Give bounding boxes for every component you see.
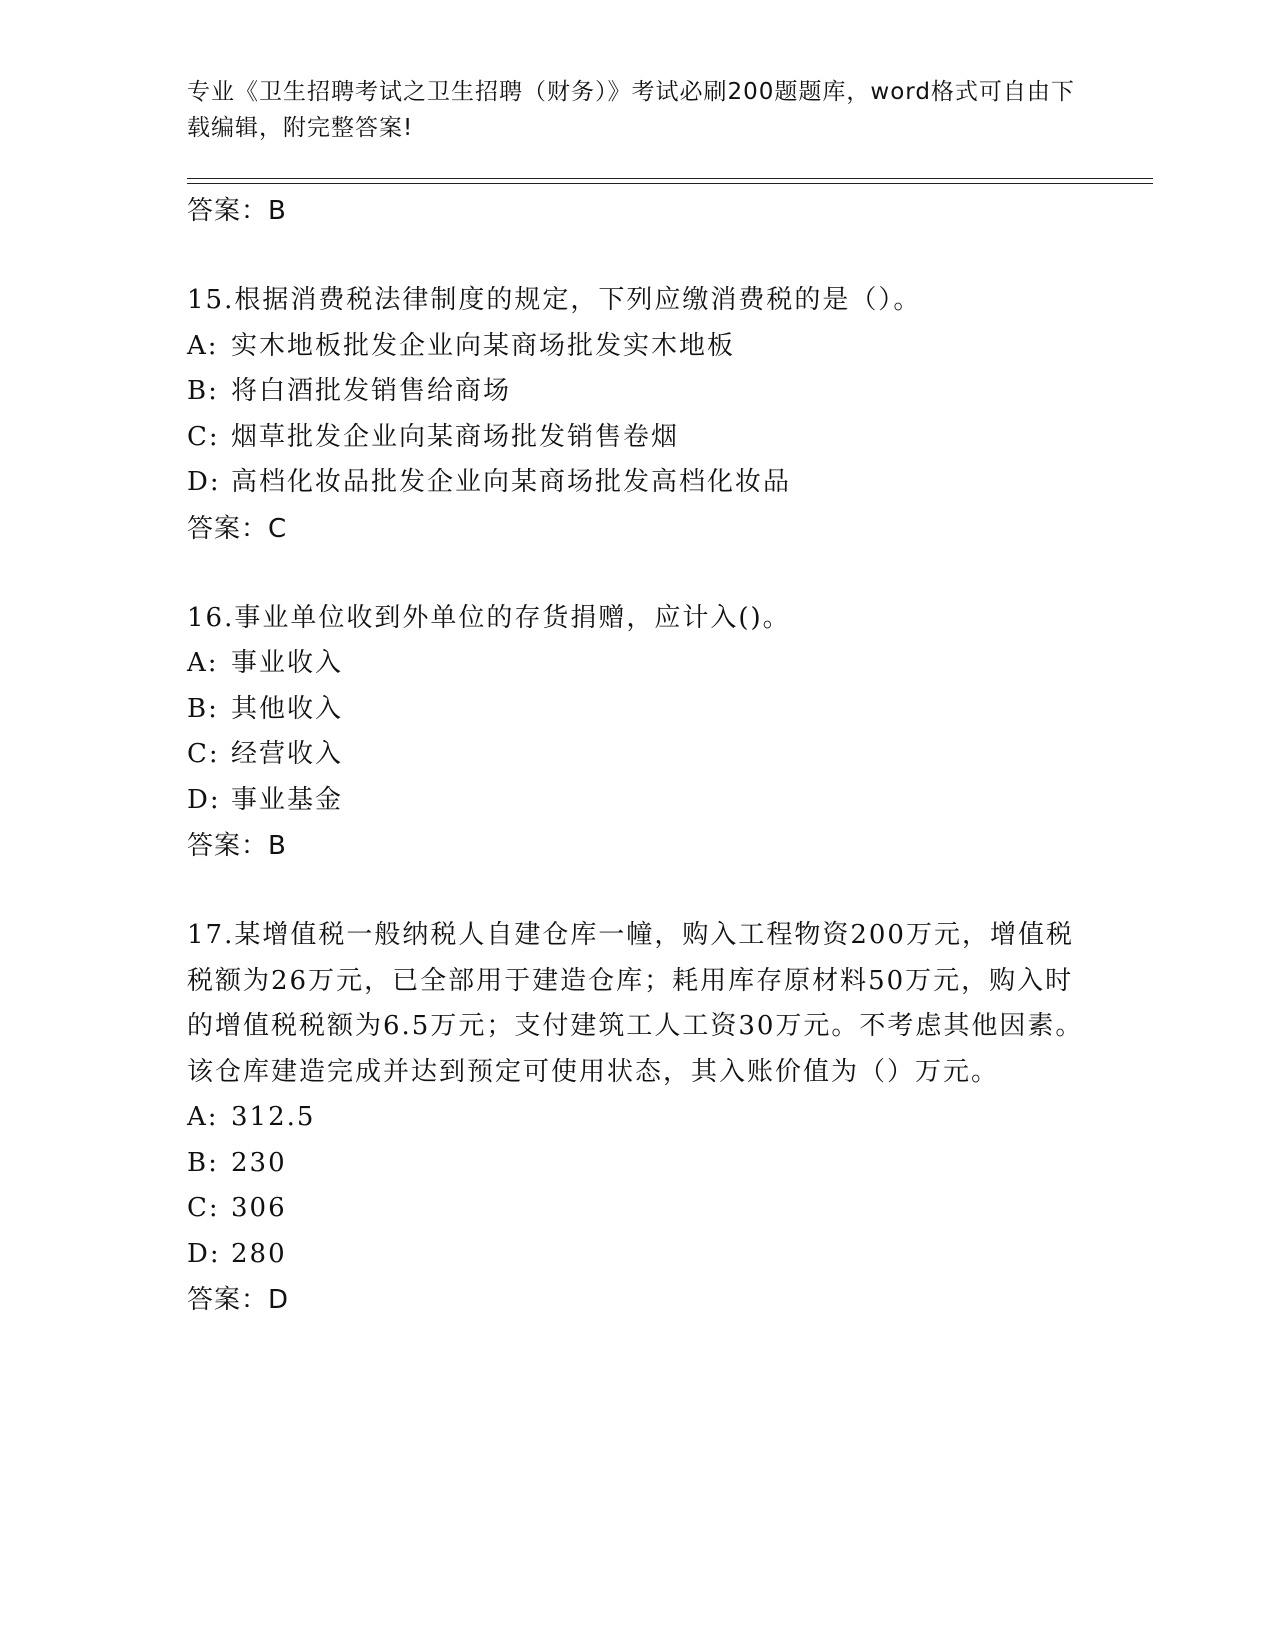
option-letter: D: [187, 784, 221, 815]
option-letter: C: [187, 421, 220, 452]
answer-line: 答案：D [187, 1285, 290, 1315]
option-text: 230 [231, 1147, 287, 1178]
option-letter: A: [187, 1102, 219, 1132]
option-letter: B: [187, 693, 219, 724]
option-text: 烟草批发企业向某商场批发销售卷烟 [231, 421, 680, 452]
option-text: 经营收入 [231, 739, 344, 769]
question-text: 17.某增值税一般纳税人自建仓库一幢，购入工程物资200万元，增值税税额为26万元，已全部用于建造仓库；耗用库存原材料50万元，购入时的增值税税额为6.5万元；支付建筑工人工资30万元。不考虑其他因素。该仓库建造完成并达到预定可使用状态，其入账价值为（）万元。 [187, 920, 1084, 1087]
option-letter: D: [187, 467, 221, 497]
option-letter: B: [187, 376, 219, 406]
header-rule-thin [187, 178, 1153, 179]
document-header: 专业《卫生招聘考试之卫生招聘（财务）》考试必刷200题题库，word格式可自由下载编辑，附完整答案! [187, 79, 1075, 141]
option-d [187, 778, 1087, 824]
question-text: 15.根据消费税法律制度的规定，下列应缴消费税的是（）。 [187, 285, 922, 315]
option-d [187, 1232, 1087, 1278]
option-a [187, 641, 1087, 687]
option-d [187, 460, 1087, 506]
option-text: 事业收入 [231, 648, 344, 678]
question-15 [187, 278, 1087, 552]
header-rule-thick [187, 183, 1153, 184]
option-a [187, 1095, 1087, 1141]
option-letter: C: [187, 1193, 220, 1223]
option-text: 其他收入 [231, 693, 344, 724]
option-letter: D: [187, 1238, 221, 1269]
option-letter: B: [187, 1147, 219, 1178]
answer-line: 答案：B [187, 196, 287, 226]
option-text: 实木地板批发企业向某商场批发实木地板 [231, 330, 736, 361]
option-text: 事业基金 [231, 784, 344, 815]
option-b [187, 687, 1087, 733]
question-17 [187, 913, 1087, 1323]
option-letter: A: [187, 330, 219, 361]
option-text: 312.5 [231, 1102, 316, 1132]
option-text: 高档化妆品批发企业向某商场批发高档化妆品 [231, 467, 792, 497]
option-b [187, 1141, 1087, 1187]
option-letter: A: [187, 648, 219, 678]
document-body [187, 188, 1087, 1323]
question-16 [187, 596, 1087, 870]
option-text: 将白酒批发销售给商场 [231, 376, 512, 406]
answer-line: 答案：B [187, 831, 287, 861]
option-c [187, 732, 1087, 778]
option-text: 306 [231, 1193, 287, 1223]
answer-line: 答案：C [187, 513, 288, 544]
option-c [187, 1186, 1087, 1232]
option-b [187, 369, 1087, 415]
option-c [187, 415, 1087, 461]
option-a [187, 324, 1087, 370]
question-text: 16.事业单位收到外单位的存货捐赠，应计入()。 [187, 602, 791, 633]
option-letter: C: [187, 739, 220, 769]
option-text: 280 [231, 1238, 287, 1269]
